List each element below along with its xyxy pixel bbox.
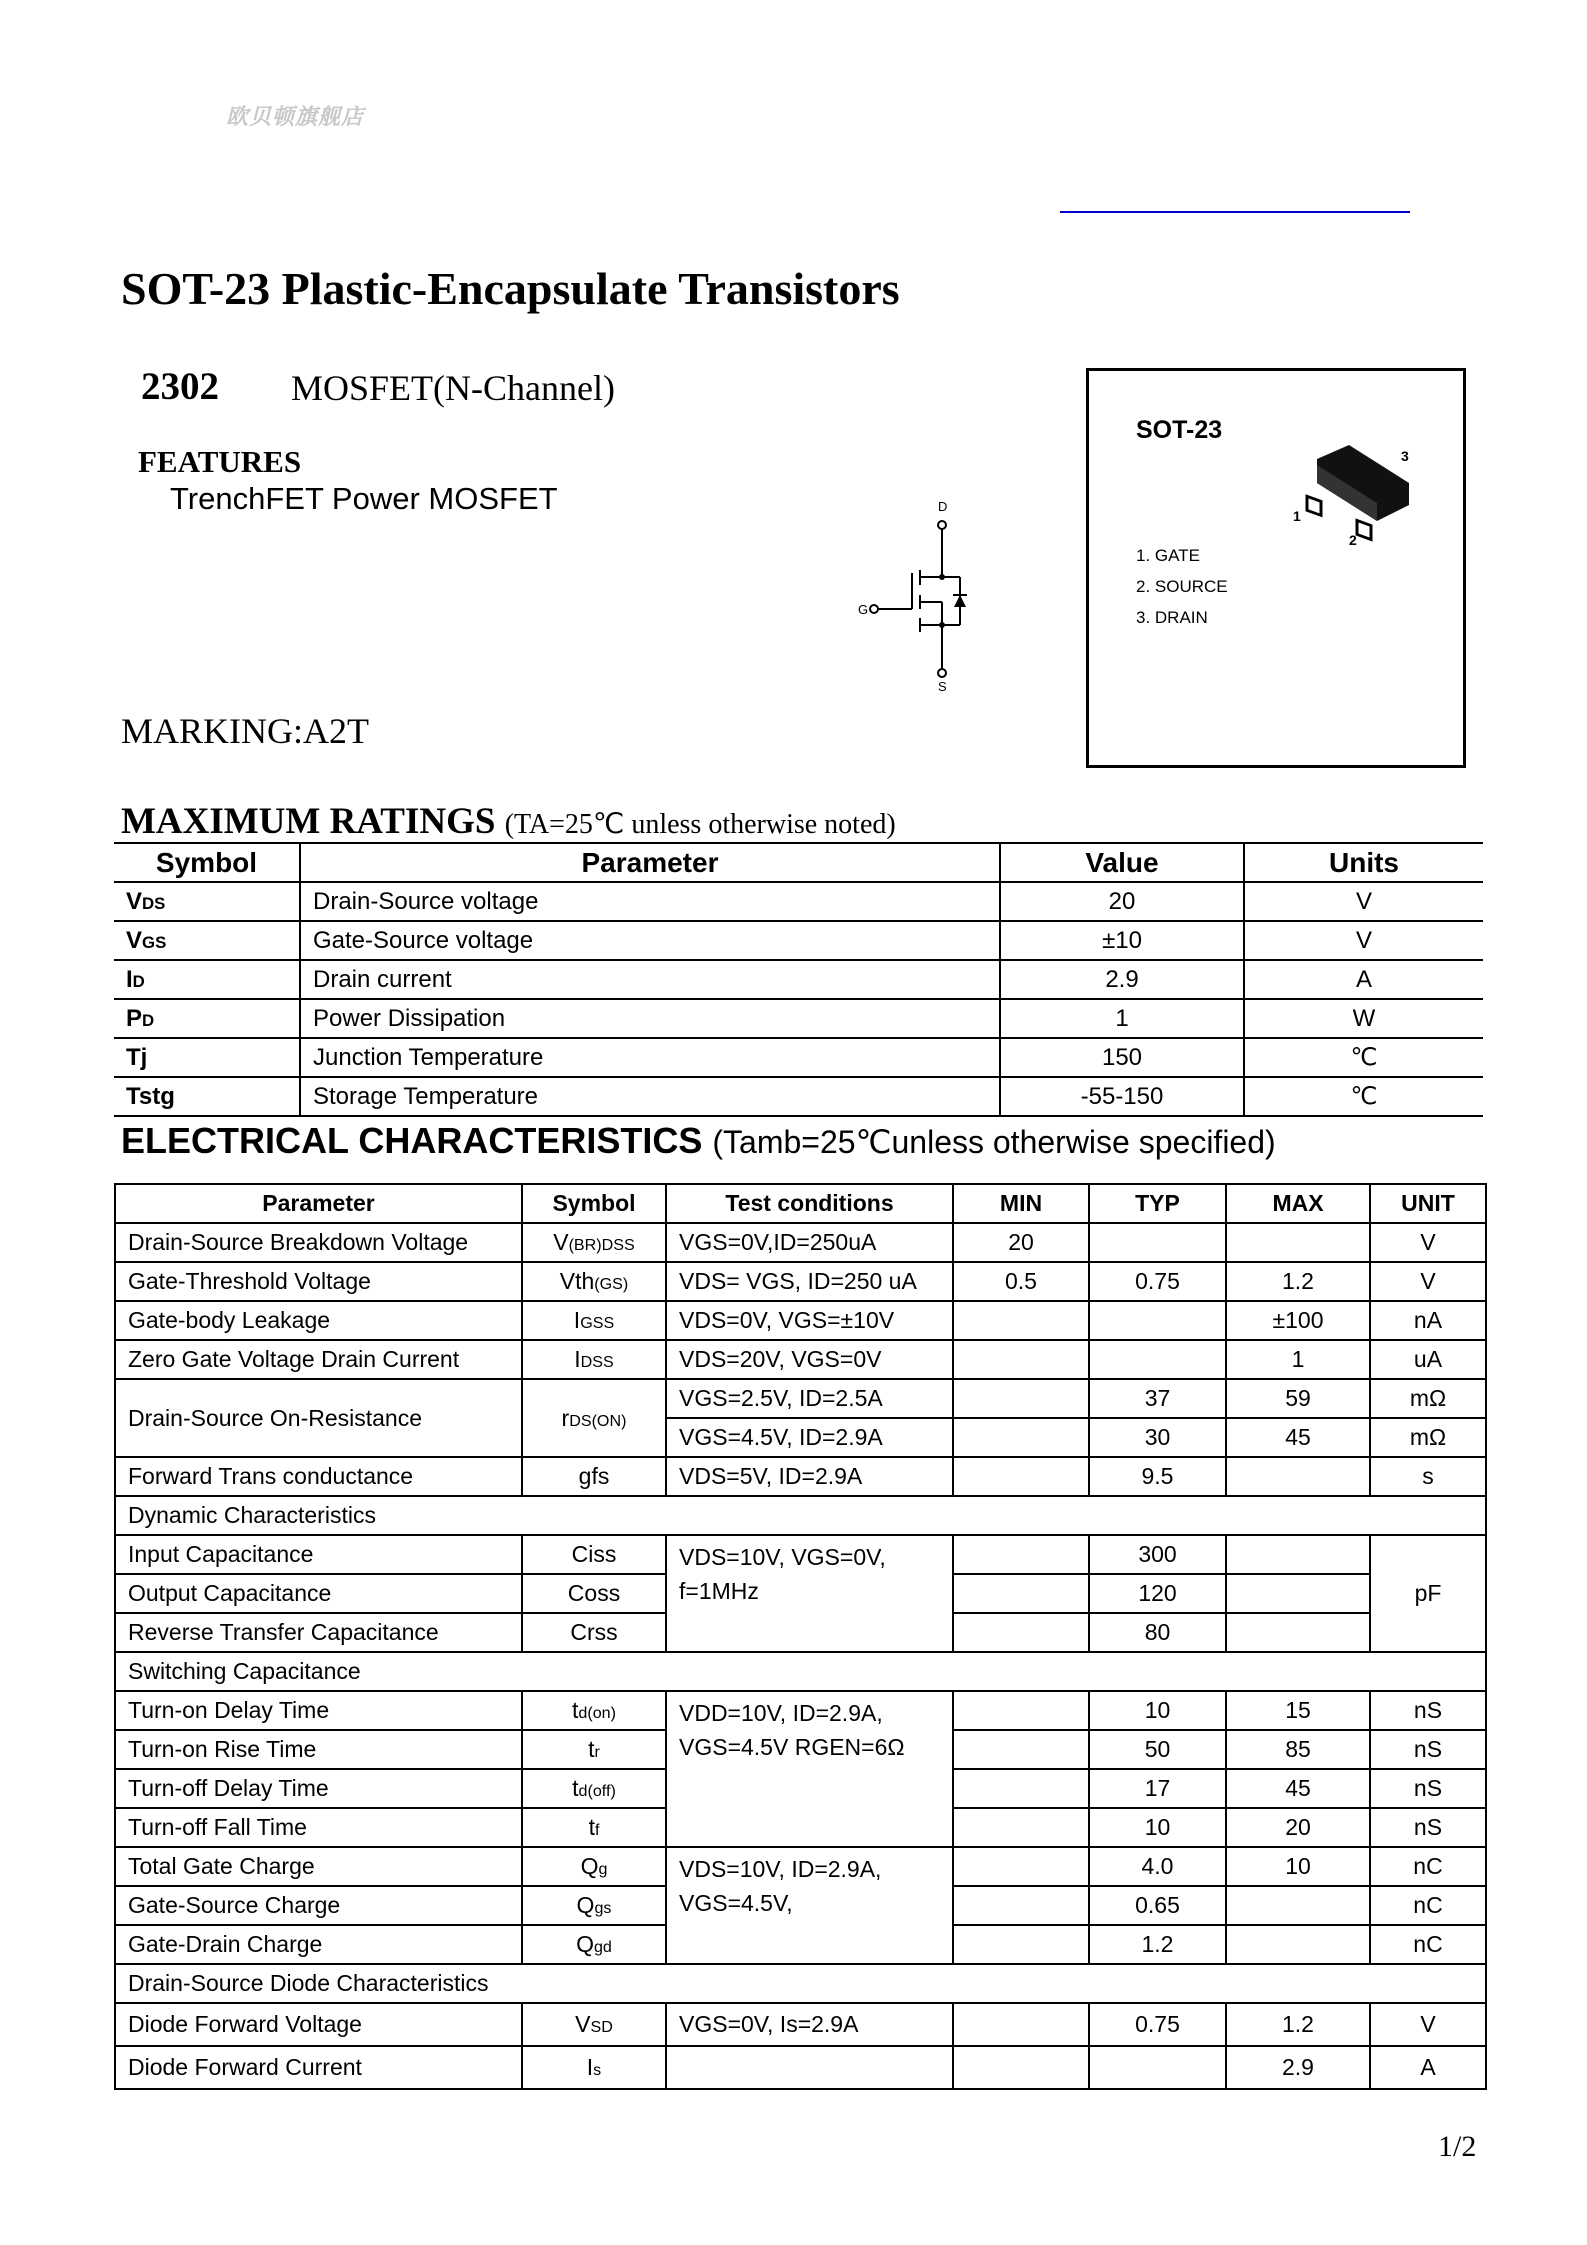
min-cell <box>953 1769 1089 1808</box>
symbol-main: t <box>572 1697 579 1723</box>
value-cell: 150 <box>1000 1038 1244 1077</box>
symbol-main: t <box>588 1814 595 1840</box>
min-cell <box>953 1613 1089 1652</box>
feature-item: TrenchFET Power MOSFET <box>170 481 558 516</box>
symbol-cell <box>114 1077 300 1116</box>
symbol-cell <box>114 1038 300 1077</box>
symbol-subscript: (BR)DSS <box>568 1236 635 1254</box>
table-row <box>115 1262 1486 1301</box>
unit-cell: nC <box>1370 1886 1486 1925</box>
typ-cell: 10 <box>1089 1808 1226 1847</box>
table-row <box>115 2003 1486 2046</box>
max-cell <box>1226 1535 1370 1574</box>
link-underline <box>1060 211 1410 213</box>
source-label: S <box>938 679 947 694</box>
symbol-main: I <box>586 2054 594 2080</box>
header-units: Units <box>1244 843 1483 882</box>
unit-cell: V <box>1244 921 1483 960</box>
package-name: SOT-23 <box>1136 416 1223 444</box>
symbol-cell <box>522 1730 666 1769</box>
max-cell: 1 <box>1226 1340 1370 1379</box>
symbol-cell <box>522 1574 666 1613</box>
parameter-cell: Storage Temperature <box>300 1077 1000 1116</box>
symbol-subscript: D <box>132 971 145 991</box>
parameter-cell: Junction Temperature <box>300 1038 1000 1077</box>
min-cell <box>953 1457 1089 1496</box>
parameter-cell: Zero Gate Voltage Drain Current <box>115 1340 522 1379</box>
max-cell <box>1226 1457 1370 1496</box>
typ-cell: 0.75 <box>1089 2003 1226 2046</box>
symbol-main: Ciss <box>571 1541 617 1567</box>
parameter-cell: Drain current <box>300 960 1000 999</box>
conditions-cell: VDS=10V, ID=2.9A, VGS=4.5V, <box>666 1847 953 1964</box>
max-cell: 20 <box>1226 1808 1370 1847</box>
package-box <box>1086 368 1466 768</box>
pin-number-3: 3 <box>1401 448 1409 464</box>
unit-cell: pF <box>1370 1535 1486 1652</box>
parameter-cell: Diode Forward Current <box>115 2046 522 2089</box>
symbol-cell <box>522 1925 666 1964</box>
parameter-cell: Turn-on Rise Time <box>115 1730 522 1769</box>
parameter-cell: Drain-Source voltage <box>300 882 1000 921</box>
parameter-cell: Output Capacitance <box>115 1574 522 1613</box>
page-number: 1/2 <box>1438 2130 1477 2163</box>
unit-cell: uA <box>1370 1340 1486 1379</box>
min-cell <box>953 1847 1089 1886</box>
symbol-subscript: GSS <box>580 1314 615 1332</box>
min-cell: 0.5 <box>953 1262 1089 1301</box>
table-row <box>114 960 1483 999</box>
gate-label: G <box>858 602 869 617</box>
symbol-subscript: gd <box>593 1938 612 1956</box>
parameter-cell: Gate-Source voltage <box>300 921 1000 960</box>
min-cell: 20 <box>953 1223 1089 1262</box>
unit-cell: nS <box>1370 1730 1486 1769</box>
section-label: Switching Capacitance <box>115 1652 1486 1691</box>
symbol-cell <box>114 921 300 960</box>
max-cell <box>1226 1886 1370 1925</box>
symbol-subscript: s <box>593 2061 602 2079</box>
max-cell: 1.2 <box>1226 2003 1370 2046</box>
min-cell <box>953 1730 1089 1769</box>
min-cell <box>953 1886 1089 1925</box>
unit-cell: nS <box>1370 1769 1486 1808</box>
symbol-subscript: SD <box>590 2018 613 2036</box>
symbol-cell <box>522 1301 666 1340</box>
typ-cell <box>1089 1340 1226 1379</box>
max-cell: ±100 <box>1226 1301 1370 1340</box>
parameter-cell: Diode Forward Voltage <box>115 2003 522 2046</box>
symbol-main: V <box>575 2011 591 2037</box>
symbol-main: V <box>126 887 143 915</box>
conditions-cell: VGS=2.5V, ID=2.5A <box>666 1379 953 1418</box>
value-cell: 20 <box>1000 882 1244 921</box>
min-cell <box>953 2003 1089 2046</box>
sot23-package-icon <box>1287 441 1427 551</box>
table-row <box>114 1077 1483 1116</box>
table-row <box>115 1847 1486 1886</box>
max-ratings-note: (TA=25℃ unless otherwise noted) <box>504 809 896 840</box>
typ-cell <box>1089 1301 1226 1340</box>
symbol-subscript: d(off) <box>578 1782 616 1800</box>
unit-cell: W <box>1244 999 1483 1038</box>
symbol-cell <box>114 882 300 921</box>
unit-cell: ℃ <box>1244 1077 1483 1116</box>
value-cell: -55-150 <box>1000 1077 1244 1116</box>
table-row <box>115 1457 1486 1496</box>
conditions-cell: VDS=20V, VGS=0V <box>666 1340 953 1379</box>
min-cell <box>953 1340 1089 1379</box>
pin-drain: 3. DRAIN <box>1136 608 1208 627</box>
unit-cell: mΩ <box>1370 1379 1486 1418</box>
conditions-cell: VDS=5V, ID=2.9A <box>666 1457 953 1496</box>
symbol-cell <box>522 2046 666 2089</box>
symbol-subscript: f <box>594 1821 600 1839</box>
conditions-cell: VDS=0V, VGS=±10V <box>666 1301 953 1340</box>
table-row <box>115 1535 1486 1574</box>
parameter-cell: Gate-body Leakage <box>115 1301 522 1340</box>
value-cell: 1 <box>1000 999 1244 1038</box>
unit-cell: mΩ <box>1370 1418 1486 1457</box>
table-row <box>114 882 1483 921</box>
unit-cell: s <box>1370 1457 1486 1496</box>
section-row <box>115 1964 1486 2003</box>
unit-cell: V <box>1244 882 1483 921</box>
parameter-cell: Forward Trans conductance <box>115 1457 522 1496</box>
part-number: 2302 <box>141 365 219 408</box>
parameter-cell: Power Dissipation <box>300 999 1000 1038</box>
typ-cell: 0.75 <box>1089 1262 1226 1301</box>
table-row <box>115 1340 1486 1379</box>
symbol-cell <box>522 1613 666 1652</box>
min-cell <box>953 1691 1089 1730</box>
unit-cell: nS <box>1370 1808 1486 1847</box>
symbol-main: Q <box>576 1931 594 1957</box>
min-cell <box>953 1808 1089 1847</box>
max-cell: 59 <box>1226 1379 1370 1418</box>
min-cell <box>953 1418 1089 1457</box>
electrical-heading <box>121 1120 1276 1162</box>
parameter-cell: Turn-on Delay Time <box>115 1691 522 1730</box>
typ-cell: 0.65 <box>1089 1886 1226 1925</box>
pin-source: 2. SOURCE <box>1136 577 1228 596</box>
symbol-main: Coss <box>567 1580 621 1606</box>
symbol-main: Tj <box>126 1043 148 1071</box>
header-cell: Symbol <box>522 1184 666 1223</box>
symbol-cell <box>522 1691 666 1730</box>
part-type: MOSFET(N-Channel) <box>291 368 615 408</box>
symbol-main: I <box>126 965 133 993</box>
header-cell: MIN <box>953 1184 1089 1223</box>
conditions-cell: VDD=10V, ID=2.9A, VGS=4.5V RGEN=6Ω <box>666 1691 953 1847</box>
symbol-cell <box>114 960 300 999</box>
features-heading: FEATURES <box>138 444 302 479</box>
parameter-cell: Input Capacitance <box>115 1535 522 1574</box>
max-cell <box>1226 1925 1370 1964</box>
max-cell: 1.2 <box>1226 1262 1370 1301</box>
header-cell: TYP <box>1089 1184 1226 1223</box>
symbol-cell <box>522 1847 666 1886</box>
symbol-cell <box>522 1223 666 1262</box>
parameter-cell: Reverse Transfer Capacitance <box>115 1613 522 1652</box>
symbol-main: I <box>573 1307 581 1333</box>
symbol-subscript: d(on) <box>578 1704 616 1722</box>
symbol-cell <box>522 1262 666 1301</box>
value-cell: 2.9 <box>1000 960 1244 999</box>
mosfet-symbol-icon <box>850 495 970 694</box>
symbol-main: Q <box>576 1892 595 1918</box>
table-row <box>114 999 1483 1038</box>
header-row <box>115 1184 1486 1223</box>
conditions-cell: VGS=4.5V, ID=2.9A <box>666 1418 953 1457</box>
max-cell <box>1226 1223 1370 1262</box>
table-row <box>115 1301 1486 1340</box>
symbol-subscript: GS <box>142 932 167 952</box>
symbol-cell <box>522 1886 666 1925</box>
pin-number-2: 2 <box>1349 532 1357 548</box>
symbol-main: P <box>126 1004 143 1032</box>
header-symbol: Symbol <box>114 843 300 882</box>
symbol-main: I <box>574 1346 581 1372</box>
min-cell <box>953 1379 1089 1418</box>
min-cell <box>953 1535 1089 1574</box>
unit-cell: ℃ <box>1244 1038 1483 1077</box>
symbol-main: V <box>553 1229 569 1255</box>
symbol-subscript: D <box>142 1010 155 1030</box>
electrical-table <box>114 1183 1487 2090</box>
table-row <box>115 2046 1486 2089</box>
typ-cell: 50 <box>1089 1730 1226 1769</box>
symbol-main: t <box>572 1775 579 1801</box>
parameter-cell: Gate-Drain Charge <box>115 1925 522 1964</box>
pin-number-1: 1 <box>1293 508 1301 524</box>
symbol-cell <box>522 1769 666 1808</box>
header-cell: Parameter <box>115 1184 522 1223</box>
max-cell: 45 <box>1226 1418 1370 1457</box>
max-ratings-heading <box>121 800 896 843</box>
electrical-note: (Tamb=25℃unless otherwise specified) <box>712 1124 1276 1160</box>
page-title: SOT-23 Plastic-Encapsulate Transistors <box>121 263 900 314</box>
min-cell <box>953 1925 1089 1964</box>
parameter-cell: Gate-Source Charge <box>115 1886 522 1925</box>
symbol-cell <box>522 1808 666 1847</box>
min-cell <box>953 1574 1089 1613</box>
unit-cell: A <box>1370 2046 1486 2089</box>
unit-cell: A <box>1244 960 1483 999</box>
typ-cell <box>1089 1223 1226 1262</box>
conditions-cell: VDS=10V, VGS=0V, f=1MHz <box>666 1535 953 1652</box>
parameter-cell: Drain-Source Breakdown Voltage <box>115 1223 522 1262</box>
header-cell: Test conditions <box>666 1184 953 1223</box>
symbol-subscript: g <box>598 1860 608 1878</box>
max-cell: 45 <box>1226 1769 1370 1808</box>
symbol-cell <box>522 1535 666 1574</box>
typ-cell: 9.5 <box>1089 1457 1226 1496</box>
typ-cell: 4.0 <box>1089 1847 1226 1886</box>
typ-cell: 120 <box>1089 1574 1226 1613</box>
max-cell: 85 <box>1226 1730 1370 1769</box>
typ-cell: 80 <box>1089 1613 1226 1652</box>
section-label: Drain-Source Diode Characteristics <box>115 1964 1486 2003</box>
typ-cell: 10 <box>1089 1691 1226 1730</box>
typ-cell <box>1089 2046 1226 2089</box>
symbol-cell <box>522 2003 666 2046</box>
typ-cell: 300 <box>1089 1535 1226 1574</box>
symbol-subscript: (GS) <box>594 1275 629 1293</box>
min-cell <box>953 1301 1089 1340</box>
max-cell: 15 <box>1226 1691 1370 1730</box>
typ-cell: 1.2 <box>1089 1925 1226 1964</box>
parameter-cell: Total Gate Charge <box>115 1847 522 1886</box>
symbol-main: t <box>588 1736 595 1762</box>
electrical-title: ELECTRICAL CHARACTERISTICS <box>121 1120 703 1161</box>
symbol-subscript: DS(ON) <box>569 1411 627 1430</box>
header-cell: UNIT <box>1370 1184 1486 1223</box>
min-cell <box>953 2046 1089 2089</box>
table-row <box>115 1691 1486 1730</box>
symbol-cell <box>114 999 300 1038</box>
typ-cell: 30 <box>1089 1418 1226 1457</box>
unit-cell: nC <box>1370 1925 1486 1964</box>
table-row <box>115 1379 1486 1418</box>
conditions-cell: VDS= VGS, ID=250 uA <box>666 1262 953 1301</box>
max-cell <box>1226 1574 1370 1613</box>
symbol-main: gfs <box>578 1463 610 1489</box>
pin-gate: 1. GATE <box>1136 546 1200 565</box>
unit-cell: nS <box>1370 1691 1486 1730</box>
symbol-main: V <box>126 926 143 954</box>
conditions-cell <box>666 2046 953 2089</box>
table-row <box>114 1038 1483 1077</box>
symbol-cell <box>522 1457 666 1496</box>
symbol-main: Q <box>580 1853 599 1879</box>
parameter-cell: Gate-Threshold Voltage <box>115 1262 522 1301</box>
parameter-cell: Turn-off Fall Time <box>115 1808 522 1847</box>
symbol-subscript: DS <box>142 893 166 913</box>
symbol-subscript: DSS <box>580 1353 614 1371</box>
symbol-main: Vth <box>559 1268 595 1294</box>
header-value: Value <box>1000 843 1244 882</box>
unit-cell: V <box>1370 1262 1486 1301</box>
symbol-main: Tstg <box>126 1082 175 1110</box>
watermark: 欧贝顿旗舰店 <box>226 104 365 129</box>
unit-cell: V <box>1370 1223 1486 1262</box>
conditions-cell: VGS=0V,ID=250uA <box>666 1223 953 1262</box>
parameter-cell: Drain-Source On-Resistance <box>115 1379 522 1457</box>
section-row <box>115 1652 1486 1691</box>
table-row <box>114 921 1483 960</box>
symbol-main: Crss <box>570 1619 618 1645</box>
section-row <box>115 1496 1486 1535</box>
symbol-cell <box>522 1340 666 1379</box>
max-cell <box>1226 1613 1370 1652</box>
symbol-subscript: gs <box>594 1899 612 1917</box>
max-cell: 10 <box>1226 1847 1370 1886</box>
unit-cell: nC <box>1370 1847 1486 1886</box>
header-parameter: Parameter <box>300 843 1000 882</box>
unit-cell: V <box>1370 2003 1486 2046</box>
header-cell: MAX <box>1226 1184 1370 1223</box>
max-cell: 2.9 <box>1226 2046 1370 2089</box>
max-ratings-title: MAXIMUM RATINGS <box>121 801 496 842</box>
typ-cell: 17 <box>1089 1769 1226 1808</box>
symbol-subscript: r <box>594 1743 600 1761</box>
parameter-cell: Turn-off Delay Time <box>115 1769 522 1808</box>
symbol-cell <box>522 1379 666 1457</box>
section-label: Dynamic Characteristics <box>115 1496 1486 1535</box>
conditions-cell: VGS=0V, Is=2.9A <box>666 2003 953 2046</box>
value-cell: ±10 <box>1000 921 1244 960</box>
symbol-main: r <box>561 1404 570 1431</box>
max-ratings-table <box>114 842 1483 1117</box>
drain-label: D <box>938 499 948 514</box>
unit-cell: nA <box>1370 1301 1486 1340</box>
typ-cell: 37 <box>1089 1379 1226 1418</box>
marking: MARKING:A2T <box>121 711 369 751</box>
table-row <box>115 1223 1486 1262</box>
